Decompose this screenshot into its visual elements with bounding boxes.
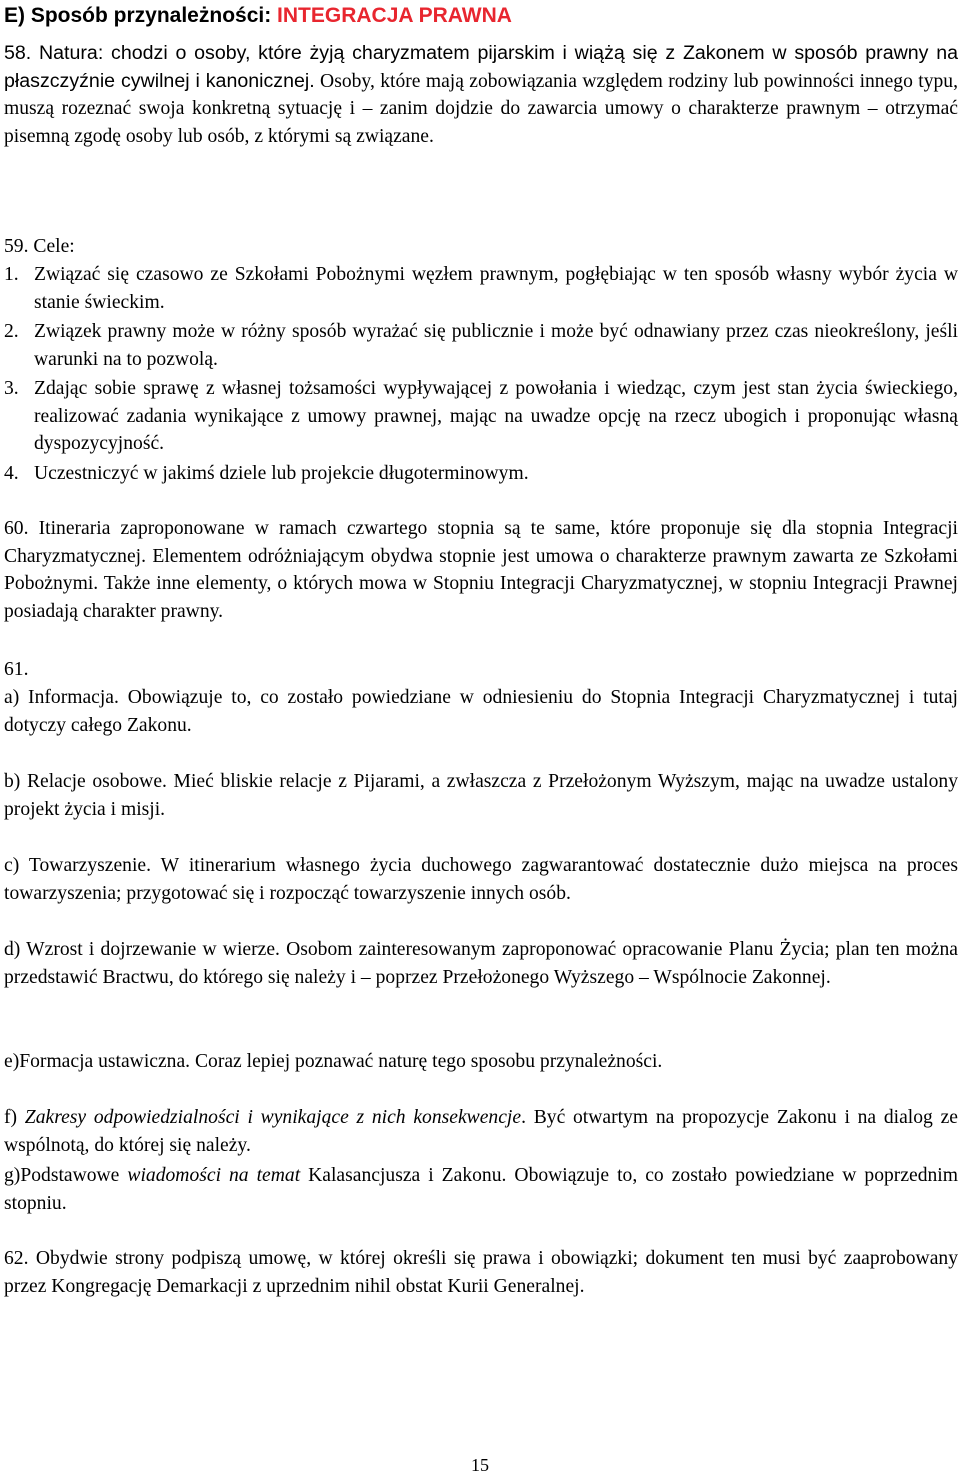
goal-item <box>4 460 958 488</box>
paragraph-62: 62. Obydwie strony podpiszą umowę, w której określi się prawa i obowiązki; dokument ten musi być zaaprobowany przez Kongregację Demarkacji z uprzednim nihil obstat Kurii Generalnej. <box>4 1248 958 1297</box>
goal-number: 2. <box>4 321 19 342</box>
heading-accent: INTEGRACJA PRAWNA <box>277 4 512 27</box>
paragraph-60: 60. Itineraria zaproponowane w ramach czwartego stopnia są te same, które proponuje się dla stopnia Integracji Charyzmatycznej. Elementem odróżniającym obydwa stopnie jest umowa o charakterze prawnym zawarta ze Szkołami Pobożnymi. Także inne elementy, o których mowa w Stopniu Integracji Charyzmatycznej, w stopniu Integracji Prawnej posiadają charakter prawny. <box>4 518 958 622</box>
goal-text: Uczestniczyć w jakimś dziele lub projekcie długoterminowym. <box>34 463 529 484</box>
item-responsibilities <box>4 1104 958 1159</box>
goal-item <box>4 375 958 458</box>
item-information: a) Informacja. Obowiązuje to, co zostało powiedziane w odniesieniu do Stopnia Integracji Charyzmatycznej i tutaj dotyczy całego Zakonu. <box>4 687 958 736</box>
section-heading <box>4 3 512 29</box>
goal-number: 4. <box>4 463 19 484</box>
page-number: 15 <box>471 1455 489 1475</box>
goal-number: 3. <box>4 378 19 399</box>
item-g-italic: wiadomości na temat <box>127 1165 301 1186</box>
item-personal-relations: b) Relacje osobowe. Mieć bliskie relacje z Pijarami, a zwłaszcza z Przełożonym Wyższym, mając na uwadze ustalony projekt życia i misji. <box>4 771 958 820</box>
item-f-italic: Zakresy odpowiedzialności i wynikające z nich konsekwencje <box>24 1107 522 1128</box>
item-ongoing-formation: e)Formacja ustawiczna. Coraz lepiej poznawać naturę tego sposobu przynależności. <box>4 1051 663 1072</box>
item-g-text: Kalasancjusza i Zakonu. Obowiązuje to, co zostało powiedziane w poprzednim stopniu. <box>4 1165 958 1214</box>
goal-text: Związek prawny może w różny sposób wyrażać się publicznie i może być odnawiany przez czas nieokreślony, jeśli warunki na to pozwolą. <box>34 321 958 370</box>
goal-text: Zdając sobie sprawę z własnej tożsamości wypływającej z powołania i wiedząc, czym jest stan życia świeckiego, realizować zadania wynikające z umowy prawnej, mając na uwadze opcję na rzecz ubogich i proponując własną dyspozycyjność. <box>34 378 958 455</box>
item-basic-knowledge <box>4 1162 958 1217</box>
item-accompaniment: c) Towarzyszenie. W itinerarium własnego życia duchowego zagwarantować dostatecznie dużo miejsca na proces towarzyszenia; przygotować się i rozpocząć towarzyszenie innych osób. <box>4 855 958 904</box>
item-growth-in-faith: d) Wzrost i dojrzewanie w wierze. Osobom zainteresowanym zaproponować opracowanie Planu Życia; plan ten można przedstawić Bractwu, do którego się należy i – poprzez Przełożonego Wyższego – Wspólnocie Zakonnej. <box>4 939 958 988</box>
paragraph-61-number: 61. <box>4 659 29 680</box>
heading-prefix: E) Sposób przynależności: <box>4 4 278 27</box>
paragraph-58 <box>4 40 958 150</box>
item-f-text: . Być otwartym na propozycje Zakonu i na dialog ze wspólnotą, do której się należy. <box>4 1107 958 1156</box>
item-g-prefix: g)Podstawowe <box>4 1165 128 1186</box>
paragraph-59-title: 59. Cele: <box>4 236 75 257</box>
goal-text: Związać się czasowo ze Szkołami Pobożnymi węzłem prawnym, pogłębiając w ten sposób własny wybór życia w stanie świeckim. <box>34 264 958 313</box>
goal-number: 1. <box>4 264 19 285</box>
item-f-prefix: f) <box>4 1107 25 1128</box>
goal-item <box>4 261 958 316</box>
paragraph-58-text: Osoby, które mają zobowiązania względem rodziny lub powinności innego typu, muszą rozeznać swoja konkretną sytuację i – zanim dojdzie do zawarcia umowy o charakterze prawnym – otrzymać pisemną zgodę osoby lub osób, z którymi są związane. <box>4 70 958 147</box>
paragraph-58-nature: 58. Natura: chodzi o osoby, które żyją charyzmatem pijarskim i wiążą się z Zakonem w sposób prawny na płaszczyźnie cywilnej i kanonicznej. <box>4 42 958 92</box>
goal-item <box>4 318 958 373</box>
